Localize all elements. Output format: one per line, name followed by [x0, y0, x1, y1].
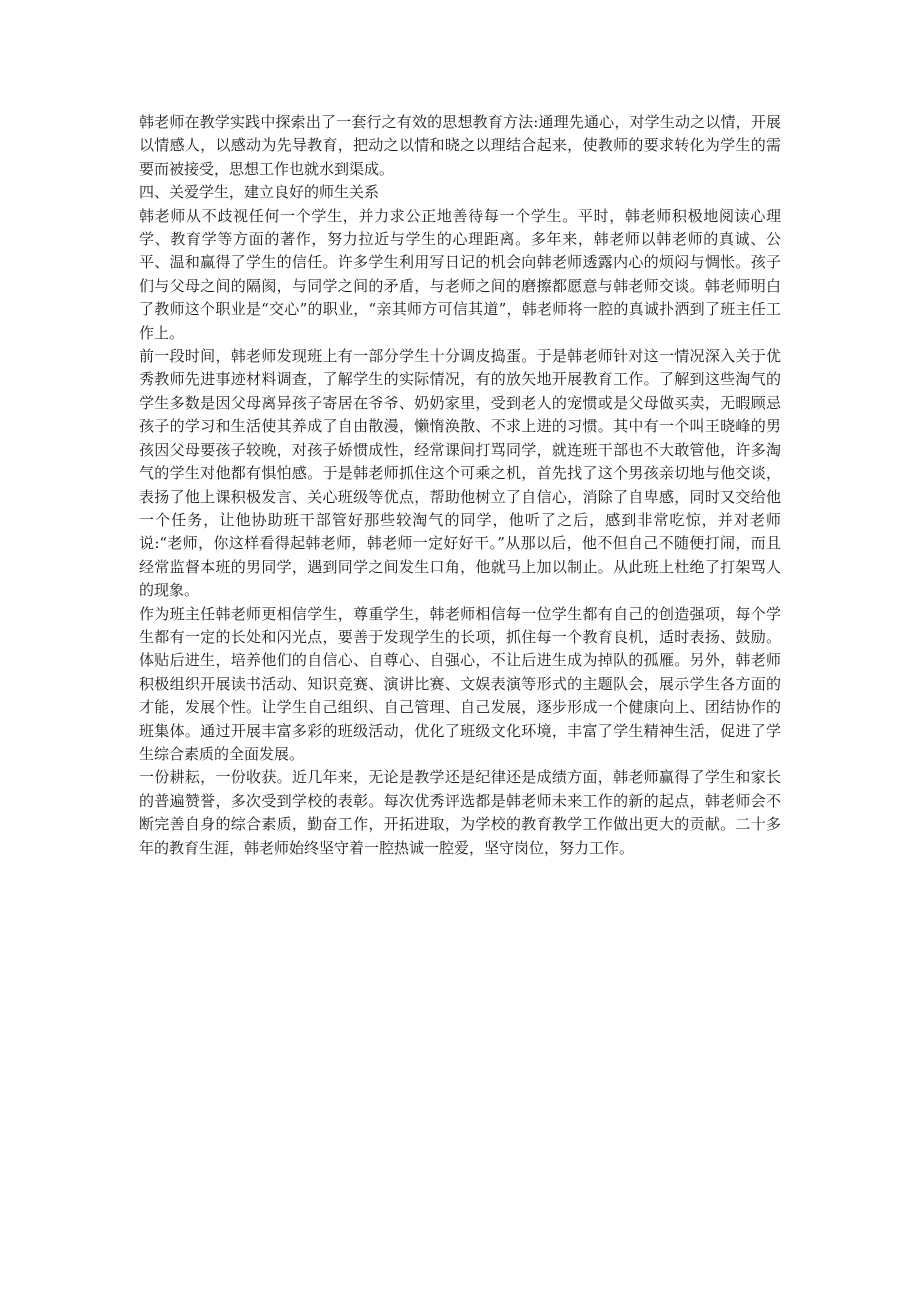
- paragraph-naughty-students: 前一段时间，韩老师发现班上有一部分学生十分调皮捣蛋。于是韩老师针对这一情况深入关于优秀教师先进事迹材料调查，了解学生的实际情况，有的放矢地开展教育工作。了解到这些淘气的学生多数是因父母离异孩子寄居在爷爷、奶奶家里，受到老人的宠惯或是父母做买卖，无暇顾忌孩子的学习和生活使其养成了自由散漫，懒惰涣散、不求上进的习惯。其中有一个叫王晓峰的男孩因父母要孩子较晚，对孩子娇惯成性，经常课间打骂同学，就连班干部也不大敢管他，许多淘气的学生对他都有惧怕感。于是韩老师抓住这个可乘之机，首先找了这个男孩亲切地与他交谈，表扬了他上课积极发言、关心班级等优点，帮助他树立了自信心，消除了自卑感，同时又交给他一个任务，让他协助班干部管好那些较淘气的同学，他听了之后，感到非常吃惊，并对老师说:“老师，你这样看得起韩老师，韩老师一定好好干。”从那以后，他不但自己不随便打闹，而且经常监督本班的男同学，遇到同学之间发生口角，他就马上加以制止。从此班上杜绝了打架骂人的现象。: [139, 347, 781, 600]
- paragraph-trust-students: 作为班主任韩老师更相信学生，尊重学生，韩老师相信每一位学生都有自己的创造强项，每个学生都有一定的长处和闪光点，要善于发现学生的长项，抓住每一个教育良机，适时表扬、鼓励。体贴后进生，培养他们的自信心、自尊心、自强心，不让后进生成为掉队的孤雁。另外，韩老师积极组织开展读书活动、知识竞赛、演讲比赛、文娱表演等形式的主题队会，展示学生各方面的才能，发展个性。让学生自己组织、自己管理、自己发展，逐步形成一个健康向上、团结协作的班集体。通过开展丰富多彩的班级活动，优化了班级文化环境，丰富了学生精神生活，促进了学生综合素质的全面发展。: [139, 604, 781, 763]
- paragraph-conclusion: 一份耕耘，一份收获。近几年来，无论是教学还是纪律还是成绩方面，韩老师赢得了学生和家长的普遍赞誉，多次受到学校的表彰。每次优秀评选都是韩老师未来工作的新的起点，韩老师会不断完善自身的综合素质，勤奋工作，开拓进取，为学校的教育教学工作做出更大的贡献。二十多年的教育生涯，韩老师始终坚守着一腔热诚一腔爱，坚守岗位，努力工作。: [139, 768, 781, 857]
- document-page: [139, 111, 781, 860]
- paragraph-method: 韩老师在教学实践中探索出了一套行之有效的思想教育方法:通理先通心，对学生动之以情，开展以情感人，以感动为先导教育，把动之以情和晓之以理结合起来，使教师的要求转化为学生的需要而被接受，思想工作也就水到渠成。: [139, 113, 781, 178]
- paragraph-fairness: 韩老师从不歧视任何一个学生，并力求公正地善待每一个学生。平时，韩老师积极地阅读心理学、教育学等方面的著作，努力拉近与学生的心理距离。多年来，韩老师以韩老师的真诚、公平、温和赢得了学生的信任。许多学生利用写日记的机会向韩老师透露内心的烦闷与惆怅。孩子们与父母之间的隔阂，与同学之间的矛盾，与老师之间的磨擦都愿意与韩老师交谈。韩老师明白了教师这个职业是“交心”的职业，“亲其师方可信其道”，韩老师将一腔的真诚扑洒到了班主任工作上。: [139, 206, 781, 342]
- section-heading-care-students: 四、关爱学生，建立良好的师生关系: [139, 183, 380, 202]
